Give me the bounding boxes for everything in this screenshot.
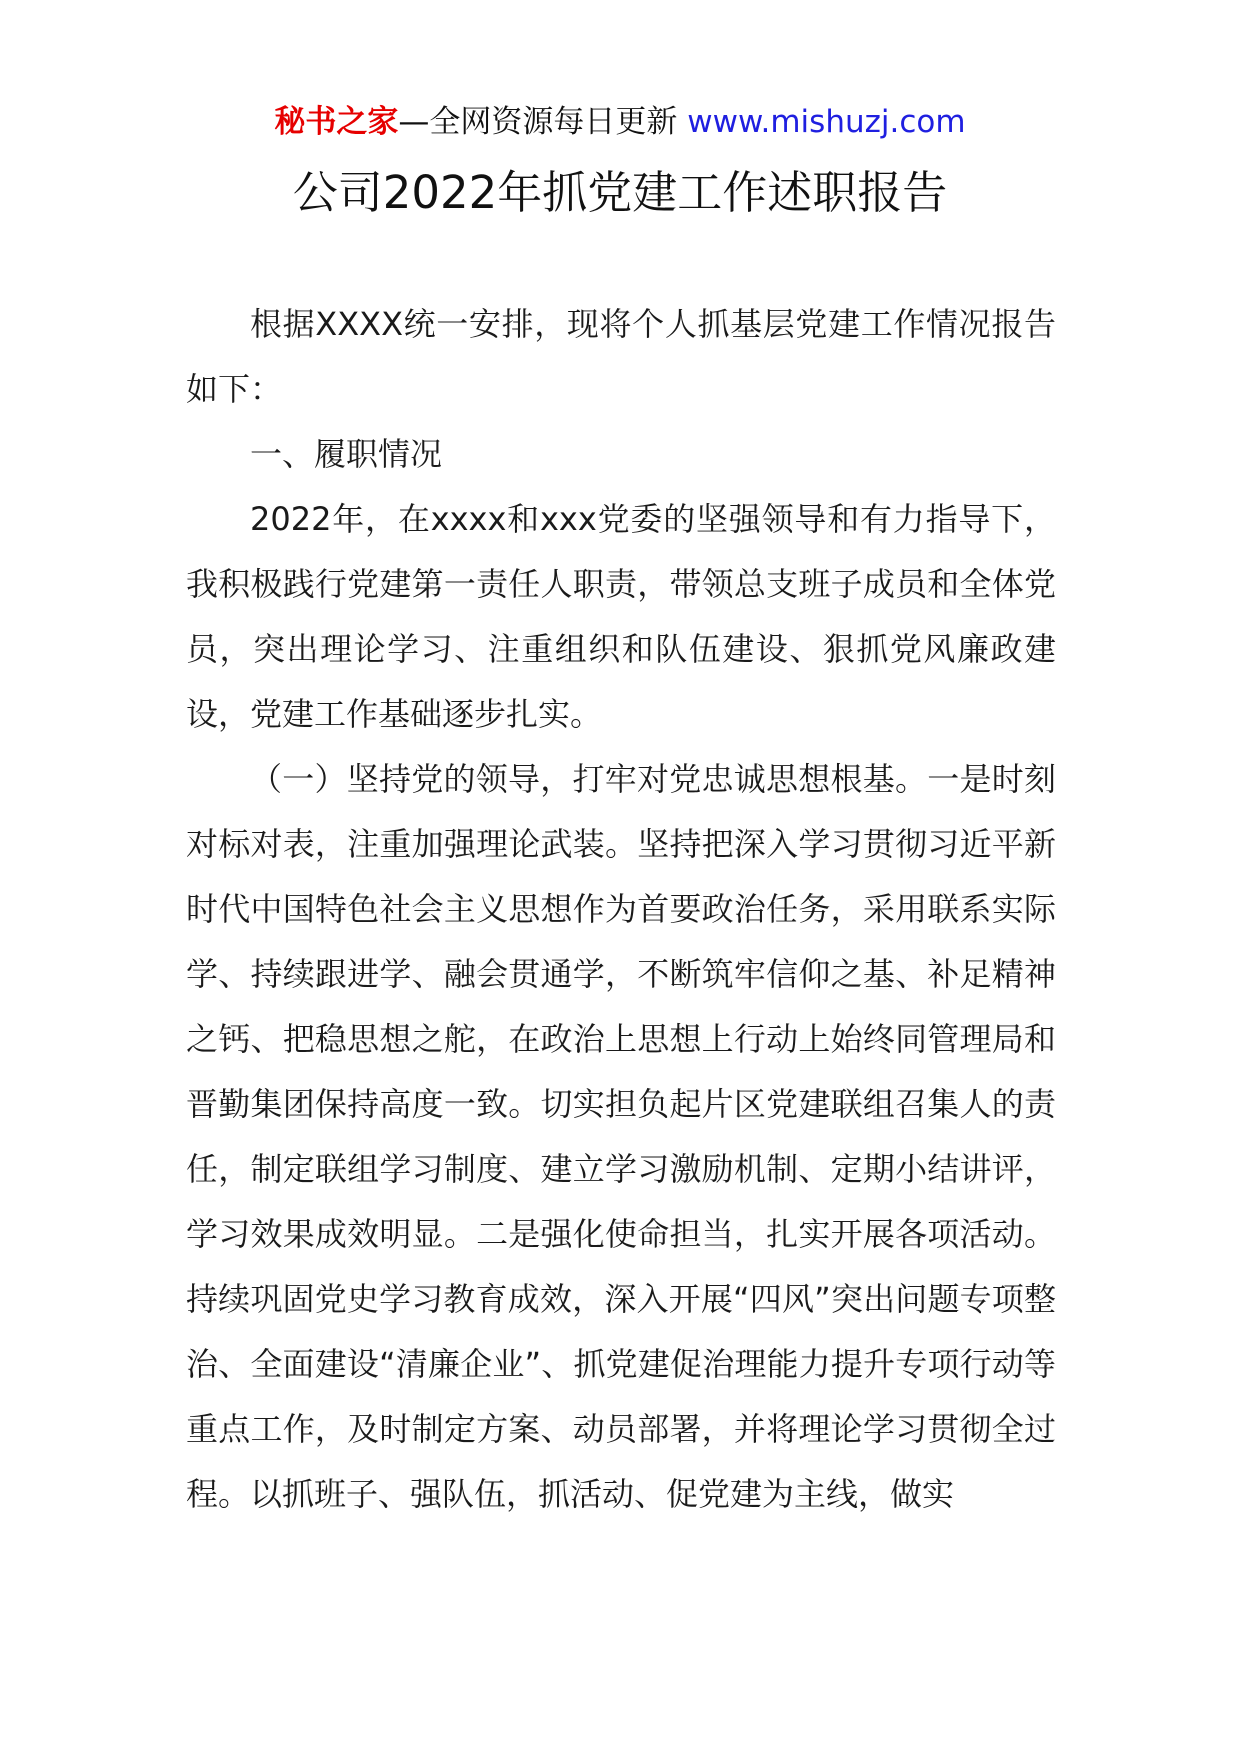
document-body: [186, 292, 1056, 1527]
brand-name: 秘书之家: [274, 104, 399, 140]
document-title: 公司2022年抓党建工作述职报告: [292, 166, 948, 219]
source-header: [0, 100, 1240, 144]
header-tagline: —全网资源每日更新: [398, 104, 688, 140]
body-paragraph: 2022年，在xxxx和xxx党委的坚强领导和有力指导下，我积极践行党建第一责任人职责，带领总支班子成员和全体党员，突出理论学习、注重组织和队伍建设、狠抓党风廉政建设，党建工作基础逐步扎实。: [186, 500, 1056, 733]
section-heading: 一、履职情况: [250, 435, 443, 473]
body-paragraph: （一）坚持党的领导，打牢对党忠诚思想根基。一是时刻对标对表，注重加强理论武装。坚持把深入学习贯彻习近平新时代中国特色社会主义思想作为首要政治任务，采用联系实际学、持续跟进学、融会贯通学，不断筑牢信仰之基、补足精神之钙、把稳思想之舵，在政治上思想上行动上始终同管理局和晋勤集团保持高度一致。切实担负起片区党建联组召集人的责任，制定联组学习制度、建立学习激励机制、定期小结讲评，学习效果成效明显。二是强化使命担当，扎实开展各项活动。持续巩固党史学习教育成效，深入开展“四风”突出问题专项整治、全面建设“清廉企业”、抓党建促治理能力提升专项行动等重点工作，及时制定方案、动员部署，并将理论学习贯彻全过程。以抓班子、强队伍，抓活动、促党建为主线，做实: [186, 760, 1056, 1513]
intro-paragraph: 根据XXXX统一安排，现将个人抓基层党建工作情况报告如下：: [186, 305, 1056, 408]
website-link[interactable]: www.mishuzj.com: [687, 104, 966, 140]
